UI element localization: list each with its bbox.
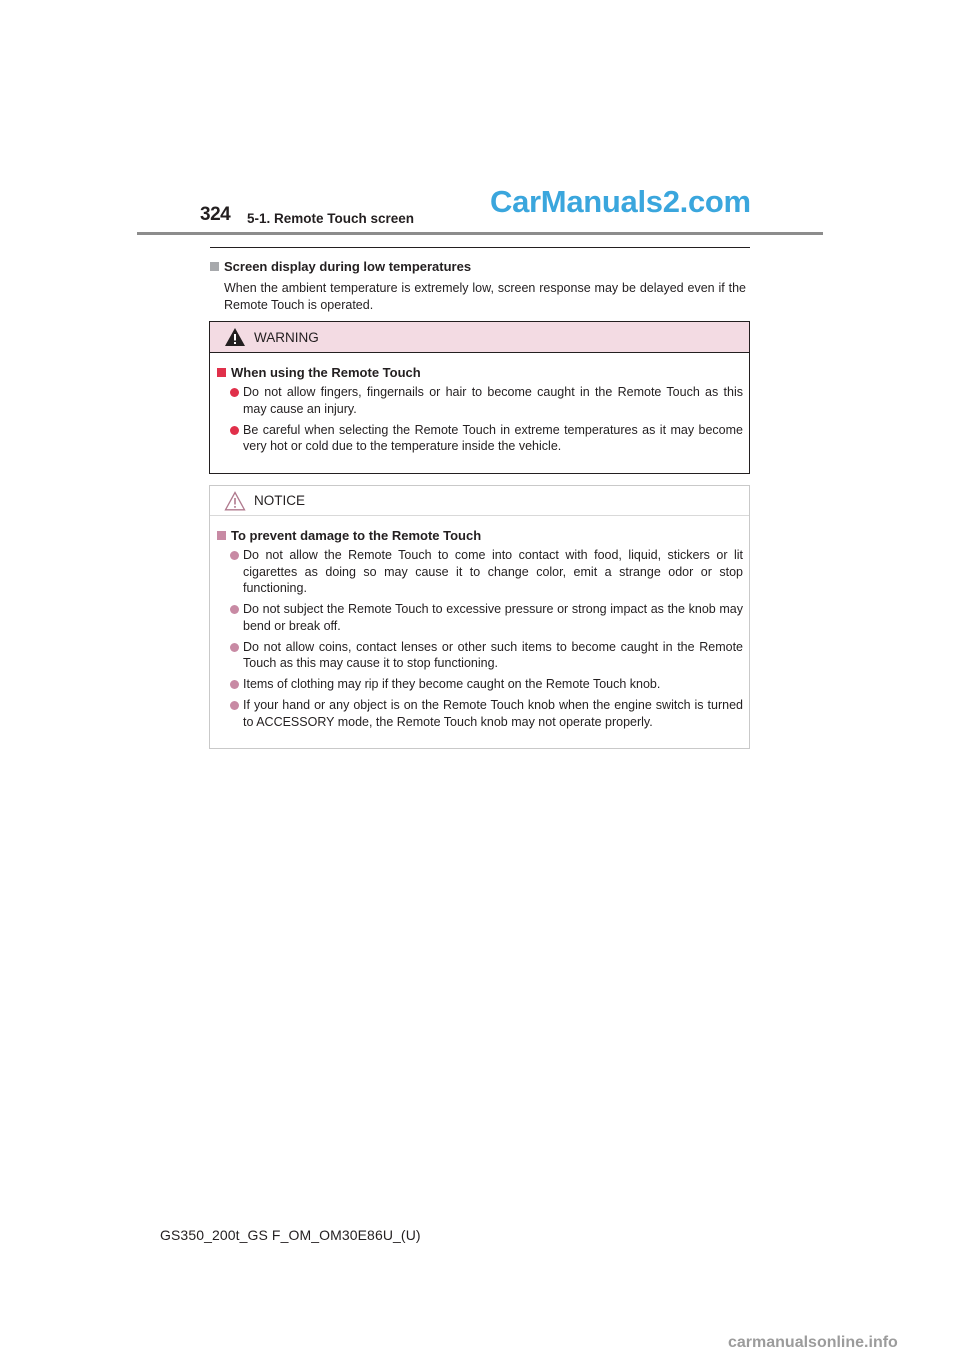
- warning-box: [209, 321, 750, 474]
- section-title: 5-1. Remote Touch screen: [247, 211, 415, 226]
- notice-item: [217, 547, 743, 597]
- warning-title: WARNING: [254, 329, 319, 345]
- warning-item: [217, 384, 743, 417]
- notice-item-text: Do not allow the Remote Touch to come into contact with food, liquid, stickers or lit cigarettes as doing so may cause it to change color, emit a strange odor or stop functioning.: [243, 548, 743, 595]
- round-bullet-icon: [230, 388, 239, 397]
- round-bullet-icon: [230, 426, 239, 435]
- content-divider: [210, 247, 750, 248]
- notice-subheading: [217, 528, 743, 543]
- notice-item: [217, 697, 743, 730]
- notice-item: [217, 601, 743, 634]
- watermark-logo: CarManuals2.com: [490, 184, 751, 219]
- round-bullet-icon: [230, 680, 239, 689]
- footer-watermark: carmanualsonline.info: [728, 1334, 898, 1351]
- round-bullet-icon: [230, 551, 239, 560]
- warning-header: [210, 322, 749, 353]
- notice-box: [209, 485, 750, 749]
- warning-item-text: Do not allow fingers, fingernails or hair to become caught in the Remote Touch as this may cause an injury.: [243, 385, 743, 416]
- notice-header: [210, 486, 749, 516]
- warning-item: [217, 422, 743, 455]
- warning-item-text: Be careful when selecting the Remote Touch in extreme temperatures as it may become very hot or cold due to the temperature inside the vehicle.: [243, 422, 743, 453]
- warning-subheading: [217, 365, 743, 380]
- notice-body: [210, 516, 749, 730]
- intro-heading-text: Screen display during low temperatures: [224, 259, 472, 274]
- warning-body: [210, 353, 749, 455]
- round-bullet-icon: [230, 605, 239, 614]
- notice-title: NOTICE: [254, 493, 306, 508]
- caution-triangle-icon: [224, 491, 246, 511]
- notice-item-text: Items of clothing may rip if they become caught on the Remote Touch knob.: [243, 677, 661, 691]
- intro-heading: [210, 259, 471, 274]
- page-number: 324: [200, 204, 231, 225]
- header-divider: [137, 232, 823, 235]
- notice-item-text: Do not subject the Remote Touch to excessive pressure or strong impact as the knob may bend or break off.: [243, 602, 743, 633]
- square-bullet-icon: [210, 262, 219, 271]
- warning-triangle-icon: [224, 327, 246, 347]
- notice-item-text: Do not allow coins, contact lenses or other such items to become caught in the Remote Touch as this may cause it to stop functioning.: [243, 639, 743, 670]
- round-bullet-icon: [230, 701, 239, 710]
- notice-subheading-text: To prevent damage to the Remote Touch: [231, 528, 482, 543]
- warning-subheading-text: When using the Remote Touch: [231, 365, 421, 380]
- notice-item-text: If your hand or any object is on the Remote Touch knob when the engine switch is turned to ACCESSORY mode, the Remote Touch knob may not operate properly.: [243, 698, 743, 729]
- notice-item: [217, 676, 743, 693]
- square-bullet-icon: [217, 368, 226, 377]
- square-bullet-icon: [217, 531, 226, 540]
- round-bullet-icon: [230, 643, 239, 652]
- document-code: GS350_200t_GS F_OM_OM30E86U_(U): [160, 1227, 421, 1243]
- notice-item: [217, 639, 743, 672]
- intro-text: When the ambient temperature is extremely low, screen response may be delayed even if the Remote Touch is operated.: [224, 281, 746, 312]
